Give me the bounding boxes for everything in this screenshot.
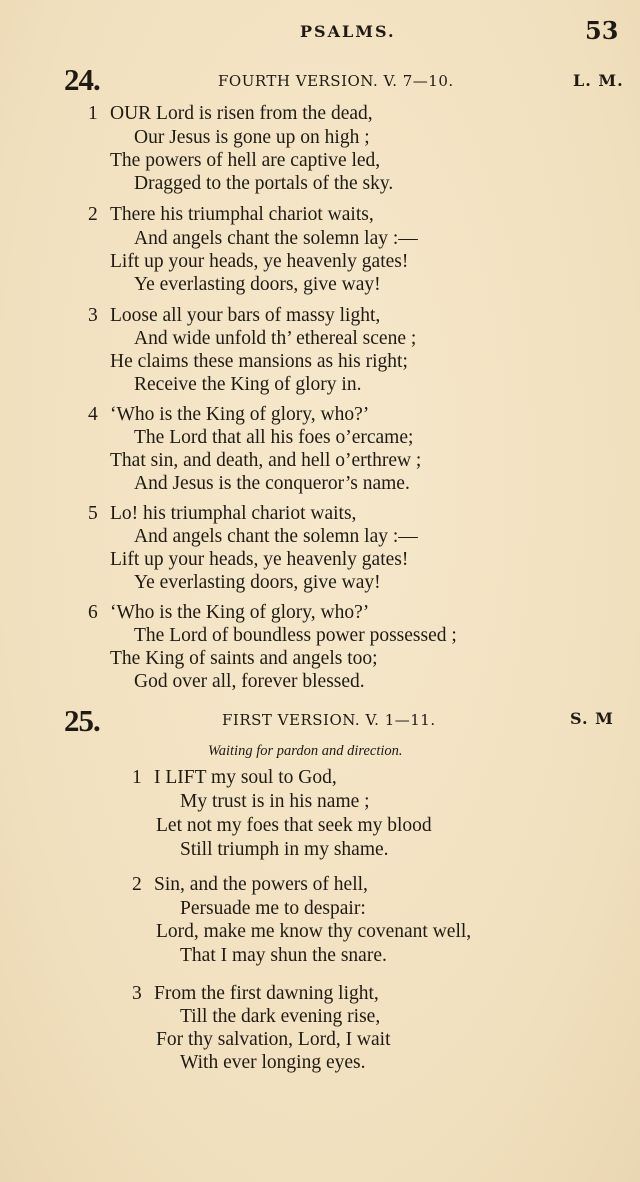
verse-line: 3 From the first dawning light, (132, 983, 379, 1004)
verse-line: For thy salvation, Lord, I wait (156, 1029, 391, 1050)
stanza-number: 3 (132, 983, 142, 1004)
hymn-meter: L. M. (573, 71, 624, 90)
verse-line: Let not my foes that seek my blood (156, 815, 432, 836)
verse-line: Our Jesus is gone up on high ; (134, 127, 370, 148)
stanza-number: 3 (88, 305, 98, 326)
verse-line: My trust is in his name ; (180, 791, 370, 812)
verse-line: 1 I LIFT my soul to God, (132, 767, 337, 788)
verse-line: 2 There his triumphal chariot waits, (88, 204, 374, 225)
verse-line: Lord, make me know thy covenant well, (156, 921, 472, 942)
verse-line: The King of saints and angels too; (110, 648, 378, 669)
verse-line: 1 OUR Lord is risen from the dead, (88, 103, 373, 124)
verse-line: The powers of hell are captive led, (110, 150, 381, 171)
stanza-number: 1 (132, 767, 142, 788)
verse-line: God over all, forever blessed. (134, 671, 365, 692)
verse-line: That sin, and death, and hell o’erthrew ; (110, 450, 422, 471)
verse-line: The Lord that all his foes o’ercame; (134, 427, 414, 448)
stanza-number: 1 (88, 103, 98, 124)
verse-line: Lift up your heads, ye heavenly gates! (110, 251, 409, 272)
hymn-number: 24. (64, 62, 100, 97)
verse-line: The Lord of boundless power possessed ; (134, 625, 457, 646)
hymn-version: FOURTH VERSION. V. 7—10. (218, 72, 454, 90)
verse-line: Receive the King of glory in. (134, 374, 362, 395)
verse-line: Still triumph in my shame. (180, 839, 389, 860)
verse-line: Ye everlasting doors, give way! (134, 274, 381, 295)
stanza-number: 4 (88, 404, 98, 425)
verse-line: That I may shun the snare. (180, 945, 387, 966)
stanza-number: 2 (88, 204, 98, 225)
hymn-subtitle: Waiting for pardon and direction. (208, 743, 403, 759)
verse-line: And angels chant the solemn lay :— (134, 228, 418, 249)
running-title: PSALMS. (300, 22, 396, 41)
verse-line: And angels chant the solemn lay :— (134, 526, 418, 547)
hymn-version: FIRST VERSION. V. 1—11. (222, 711, 436, 729)
verse-line: Till the dark evening rise, (180, 1006, 381, 1027)
verse-line: Lift up your heads, ye heavenly gates! (110, 549, 409, 570)
stanza-number: 2 (132, 874, 142, 895)
verse-line: He claims these mansions as his right; (110, 351, 408, 372)
stanza-number: 6 (88, 602, 98, 623)
verse-line: With ever longing eyes. (180, 1052, 366, 1073)
verse-line: 5 Lo! his triumphal chariot waits, (88, 503, 357, 524)
verse-line: Persuade me to despair: (180, 898, 366, 919)
verse-line: Ye everlasting doors, give way! (134, 572, 381, 593)
verse-line: Dragged to the portals of the sky. (134, 173, 394, 194)
verse-line: And Jesus is the conqueror’s name. (134, 473, 410, 494)
verse-line: 6 ‘Who is the King of glory, who?’ (88, 602, 370, 623)
hymn-meter: S. M (570, 709, 614, 728)
stanza-number: 5 (88, 503, 98, 524)
verse-line: 2 Sin, and the powers of hell, (132, 874, 368, 895)
verse-line: 3 Loose all your bars of massy light, (88, 305, 381, 326)
hymn-number: 25. (64, 703, 100, 738)
page-number: 53 (585, 16, 619, 45)
verse-line: And wide unfold th’ ethereal scene ; (134, 328, 417, 349)
verse-line: 4 ‘Who is the King of glory, who?’ (88, 404, 370, 425)
